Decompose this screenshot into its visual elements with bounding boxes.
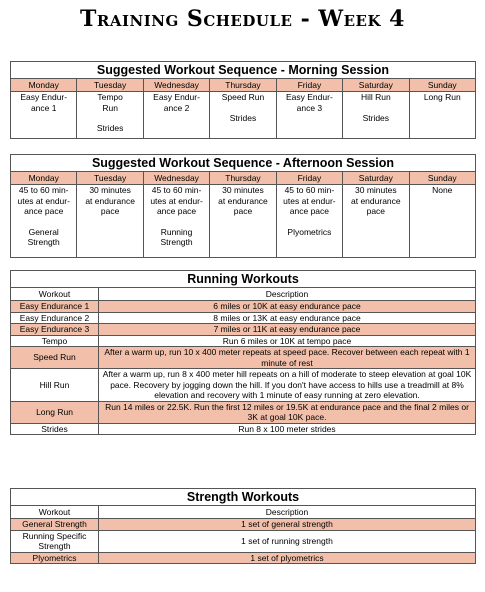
running-row (11, 401, 476, 423)
morning-session-heading: Suggested Workout Sequence - Morning Session (11, 62, 476, 79)
workout-text: at endurance (351, 195, 401, 206)
secondary-workout-text: Strength (160, 237, 193, 247)
afternoon-day-cell (409, 185, 475, 258)
secondary-workout-text: Strides (362, 112, 390, 123)
morning-day-cell (276, 92, 342, 139)
morning-day-header: Wednesday (143, 79, 209, 92)
workout-name: Tempo (11, 335, 99, 347)
workout-text: 30 minutes (89, 185, 131, 195)
running-row (11, 312, 476, 324)
secondary-workout-text: Running (160, 226, 193, 237)
afternoon-day-header: Monday (11, 172, 77, 185)
afternoon-day-cell (143, 185, 209, 258)
strength-workouts-heading: Strength Workouts (11, 489, 476, 506)
morning-day-cell (343, 92, 409, 139)
workout-name: Easy Endurance 3 (11, 324, 99, 336)
workout-text: at endurance (218, 195, 268, 206)
running-row (11, 423, 476, 435)
secondary-workout-text: Plyometrics (287, 226, 332, 237)
secondary-workout-text: Strides (229, 112, 257, 123)
spacer (13, 217, 74, 227)
afternoon-day-cell (343, 185, 409, 258)
strength-col-workout: Workout (11, 506, 99, 519)
morning-day-cell (143, 92, 209, 139)
workout-description: After a warm up, run 8 x 400 meter hill repeats on a hill of moderate to steep elevation at goal 10K pace. Recovery by jogging down the hill. If you don't have access to hills use a treadmill at 8% elevation and recovery with 1 minute of easy running at zero elevation. (99, 369, 476, 402)
spacer (345, 103, 406, 113)
strength-row (11, 552, 476, 564)
morning-session-table (10, 61, 476, 139)
secondary-workout-text: General (28, 226, 59, 237)
workout-name: Easy Endurance 2 (11, 312, 99, 324)
workout-text: Hill Run (360, 92, 391, 102)
running-workouts-table (10, 270, 476, 435)
running-row (11, 335, 476, 347)
workout-name: Speed Run (11, 347, 99, 369)
workout-text: Tempo (97, 92, 123, 102)
workout-text: utes at endur- (150, 195, 203, 206)
workout-description: Run 6 miles or 10K at tempo pace (99, 335, 476, 347)
strength-row (11, 530, 476, 552)
running-workouts-heading: Running Workouts (11, 271, 476, 288)
secondary-workout-text: Strength (27, 237, 60, 247)
workout-text: 45 to 60 min- (18, 185, 69, 195)
running-row (11, 369, 476, 402)
running-row (11, 347, 476, 369)
afternoon-session-heading: Suggested Workout Sequence - Afternoon Session (11, 155, 476, 172)
running-row (11, 324, 476, 336)
workout-text: pace (100, 206, 120, 216)
running-col-workout: Workout (11, 288, 99, 301)
afternoon-day-cell (276, 185, 342, 258)
workout-text: ance 3 (296, 102, 323, 113)
afternoon-day-header: Friday (276, 172, 342, 185)
workout-name: General Strength (11, 519, 99, 531)
running-col-description: Description (99, 288, 476, 301)
workout-text: pace (366, 206, 386, 216)
workout-name: Plyometrics (11, 552, 99, 564)
workout-name: Hill Run (11, 369, 99, 402)
morning-day-header: Monday (11, 79, 77, 92)
workout-description: Run 8 x 100 meter strides (99, 423, 476, 435)
morning-day-header: Saturday (343, 79, 409, 92)
workout-text: utes at endur- (17, 195, 70, 206)
workout-text: pace (233, 206, 253, 216)
workout-text: 30 minutes (355, 185, 397, 195)
workout-name: Long Run (11, 401, 99, 423)
workout-text: Speed Run (221, 92, 265, 102)
workout-text: Easy Endur- (286, 92, 333, 102)
strength-row (11, 519, 476, 531)
workout-text: Long Run (423, 92, 461, 102)
workout-text: 30 minutes (222, 185, 264, 195)
spacer (279, 217, 340, 227)
morning-day-header: Thursday (210, 79, 276, 92)
workout-description: After a warm up, run 10 x 400 meter repeats at speed pace. Recover between each repeat with 1 minute of rest (99, 347, 476, 369)
morning-day-header: Sunday (409, 79, 475, 92)
workout-name: Strides (11, 423, 99, 435)
morning-day-cell (77, 92, 143, 139)
morning-day-cell (409, 92, 475, 139)
afternoon-day-header: Wednesday (143, 172, 209, 185)
afternoon-day-cell (210, 185, 276, 258)
workout-name: Running Specific Strength (11, 530, 99, 552)
running-row (11, 301, 476, 313)
spacer (146, 217, 207, 227)
workout-text: None (432, 185, 453, 195)
afternoon-day-cell (77, 185, 143, 258)
afternoon-day-cell (11, 185, 77, 258)
afternoon-day-header: Sunday (409, 172, 475, 185)
workout-text: ance pace (289, 206, 330, 216)
workout-text: ance pace (24, 206, 64, 216)
workout-description: Run 14 miles or 22.5K. Run the first 12 miles or 19.5K at endurance pace and the final 2 miles or 3K at goal 10K pace. (99, 401, 476, 423)
spacer (79, 113, 140, 123)
workout-text: ance pace (156, 206, 197, 216)
afternoon-day-header: Saturday (343, 172, 409, 185)
morning-day-cell (210, 92, 276, 139)
workout-text: 45 to 60 min- (284, 185, 335, 195)
afternoon-day-header: Thursday (210, 172, 276, 185)
workout-text: ance 1 (30, 102, 57, 113)
workout-description: 8 miles or 13K at easy endurance pace (99, 312, 476, 324)
workout-description: 1 set of plyometrics (99, 552, 476, 564)
spacer (212, 103, 273, 113)
workout-text: at endurance (85, 195, 135, 206)
workout-text: Run (102, 102, 118, 113)
workout-description: 6 miles or 10K at easy endurance pace (99, 301, 476, 313)
strength-col-description: Description (99, 506, 476, 519)
workout-description: 1 set of running strength (99, 530, 476, 552)
workout-description: 7 miles or 11K at easy endurance pace (99, 324, 476, 336)
strength-workouts-table (10, 488, 476, 564)
morning-day-header: Tuesday (77, 79, 143, 92)
afternoon-day-header: Tuesday (77, 172, 143, 185)
workout-text: ance 2 (163, 102, 190, 113)
page-title: Training Schedule - Week 4 (80, 6, 405, 32)
morning-day-header: Friday (276, 79, 342, 92)
workout-description: 1 set of general strength (99, 519, 476, 531)
workout-text: Easy Endur- (153, 92, 200, 102)
workout-text: utes at endur- (283, 195, 336, 206)
workout-name: Easy Endurance 1 (11, 301, 99, 313)
workout-text: Easy Endur- (20, 92, 68, 102)
afternoon-session-table (10, 154, 476, 258)
workout-text: 45 to 60 min- (151, 185, 202, 195)
secondary-workout-text: Strides (96, 123, 124, 133)
morning-day-cell (11, 92, 77, 139)
